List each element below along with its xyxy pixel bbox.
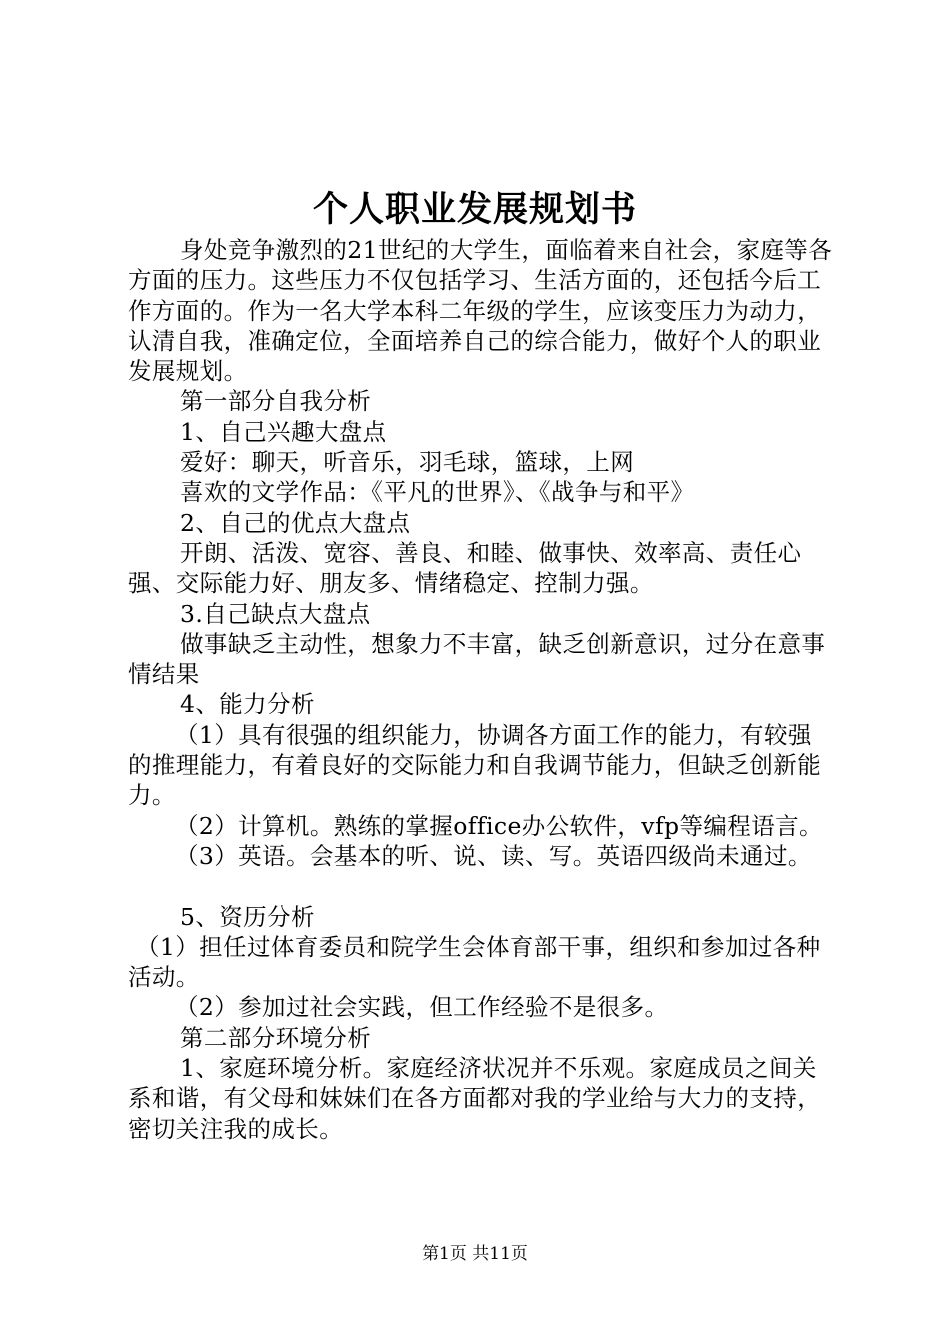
literature-line: 喜欢的文学作品：《平凡的世界》、《战争与和平》 bbox=[180, 478, 695, 507]
family-environment-paragraph: 1、家庭环境分析。家庭经济状况并不乐观。家庭成员之间关系和谐，有父母和妹妹们在各方面都对我的学业给与大力的支持，密切关注我的成长。 bbox=[128, 1054, 822, 1143]
experience-item-2: （2）参加过社会实践，但工作经验不是很多。 bbox=[175, 993, 669, 1022]
page-footer: 第1页 共11页 bbox=[422, 1244, 528, 1264]
section-heading-environment: 第二部分环境分析 bbox=[180, 1023, 372, 1052]
subheading-weaknesses: 3.自己缺点大盘点 bbox=[180, 599, 371, 628]
subheading-ability: 4、能力分析 bbox=[180, 690, 315, 719]
strengths-paragraph: 开朗、活泼、宽容、善良、和睦、做事快、效率高、责任心强、交际能力好、朋友多、情绪稳定、控制力强。 bbox=[128, 538, 802, 598]
subheading-experience: 5、资历分析 bbox=[180, 902, 315, 931]
ability-item-1: （1）具有很强的组织能力，协调各方面工作的能力，有较强的推理能力，有着良好的交际能力和自我调节能力，但缺乏创新能力。 bbox=[128, 720, 822, 810]
subheading-interests: 1、自己兴趣大盘点 bbox=[180, 417, 387, 446]
ability-item-2: （2）计算机。熟练的掌握office办公软件，vfp等编程语言。 bbox=[175, 811, 823, 840]
hobbies-line: 爱好：聊天，听音乐，羽毛球，篮球，上网 bbox=[180, 448, 635, 477]
document-body bbox=[128, 235, 833, 1144]
experience-item-1: （1）担任过体育委员和院学生会体育部干事，组织和参加过各种活动。 bbox=[128, 932, 821, 992]
weaknesses-paragraph: 做事缺乏主动性，想象力不丰富，缺乏创新意识，过分在意事情结果 bbox=[128, 629, 826, 689]
section-heading-self-analysis: 第一部分自我分析 bbox=[180, 387, 372, 416]
ability-item-3: （3）英语。会基本的听、说、读、写。英语四级尚未通过。 bbox=[175, 841, 812, 870]
intro-paragraph: 身处竞争激烈的21世纪的大学生，面临着来自社会，家庭等各方面的压力。这些压力不仅包括学习、生活方面的，还包括今后工作方面的。作为一名大学本科二年级的学生，应该变压力为动力，认清自我，准确定位，全面培养自己的综合能力，做好个人的职业发展规划。 bbox=[128, 236, 833, 386]
document-title: 个人职业发展规划书 bbox=[312, 189, 637, 230]
subheading-strengths: 2、自己的优点大盘点 bbox=[180, 508, 411, 537]
blank-line bbox=[128, 871, 833, 901]
